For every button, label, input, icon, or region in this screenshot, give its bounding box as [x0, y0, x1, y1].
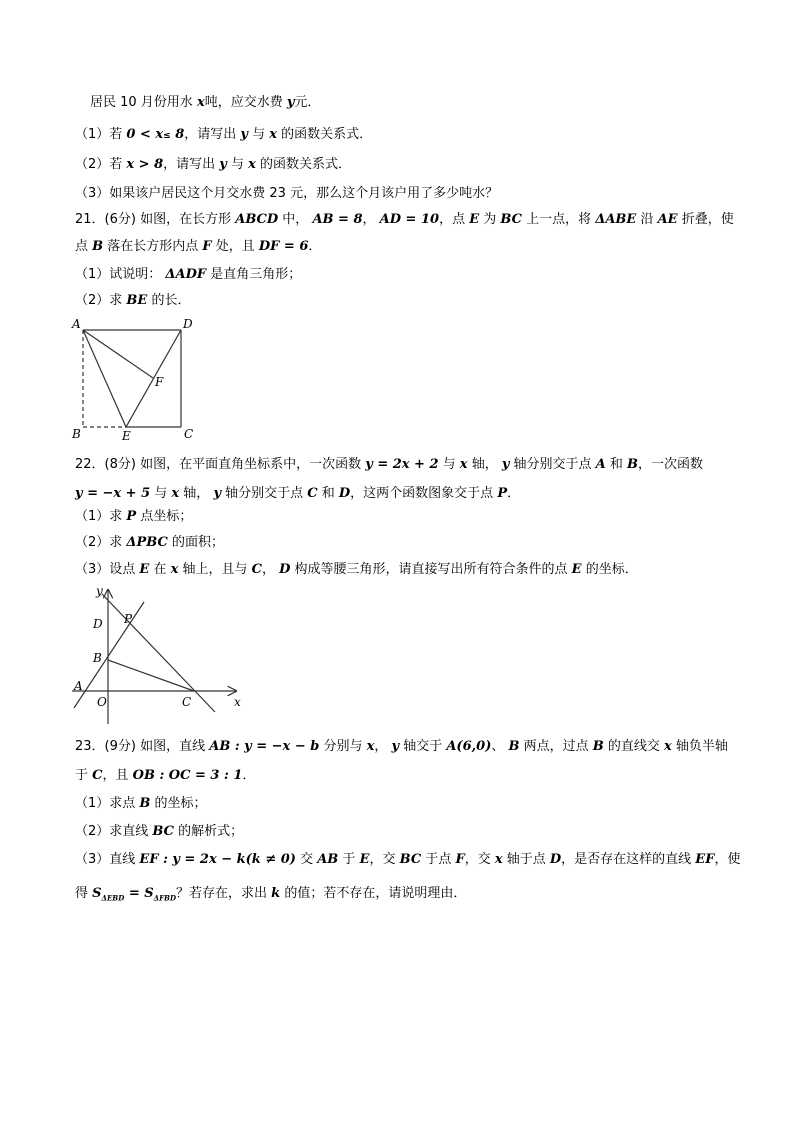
q22-part2: （2）求 ΔPBC 的面积；: [75, 535, 224, 550]
q20-part2: （2）若 x > 8，请写出 y 与 x 的函数关系式．: [75, 157, 352, 172]
q22-stem-line2: y = −x + 5 与 x 轴， y 轴分别交于点 C 和 D，这两个函数图象交于点 P．: [75, 486, 521, 501]
q23-part1: （1）求点 B 的坐标；: [75, 796, 207, 811]
label-C: C: [184, 427, 194, 441]
q22-stem-line1: 22．(8分) 如图，在平面直角坐标系中，一次函数 y = 2x + 2 与 x 轴， y 轴分别交于点 A 和 B，一次函数: [75, 457, 704, 472]
q21-rectangle-figure: [66, 314, 206, 442]
line-y-eq-neg-x-plus-5: [102, 594, 215, 712]
q21-stem-line1: 21．(6分) 如图，在长方形 ABCD 中， AB = 8， AD = 10，点 E 为 BC 上一点，将 ΔABE 沿 AE 折叠，使: [75, 212, 734, 227]
label-C: C: [182, 695, 192, 709]
q23-part3: （3）直线 EF : y = 2x − k(k ≠ 0) 交 AB 于 E，交 BC 于点 F，交 x 轴于点 D，是否存在这样的直线 EF，使: [75, 852, 741, 867]
label-E: E: [122, 429, 131, 442]
segment-BC: [108, 660, 194, 691]
q20-part3: （3）如果该户居民这个月交水费 23 元，那么这个月该户用了多少吨水？: [75, 186, 499, 201]
label-A: A: [72, 317, 81, 331]
q22-part3: （3）设点 E 在 x 轴上，且与 C， D 构成等腰三角形，请直接写出所有符合条件的点 E 的坐标．: [75, 562, 638, 577]
label-B: B: [72, 427, 81, 441]
q21-stem-line2: 点 B 落在长方形内点 F 处，且 DF = 6．: [75, 239, 322, 254]
label-F: F: [155, 375, 164, 389]
label-O: O: [97, 695, 107, 709]
q21-part1: （1）试说明： ΔADF 是直角三角形；: [75, 267, 302, 282]
label-y: y: [96, 584, 103, 598]
label-B: B: [93, 651, 102, 665]
label-P: P: [124, 612, 133, 626]
q23-part3-cont: 得 $S_{\Delta EBD} = S_{\Delta FBD}$？若存在，求出 k 的值；若不存在，请说明理由．: [75, 886, 467, 903]
q22-part1: （1）求 P 点坐标；: [75, 509, 193, 524]
q23-part2: （2）求直线 BC 的解析式；: [75, 824, 244, 839]
label-A: A: [74, 679, 83, 693]
q23-stem-line1: 23．(9分) 如图，直线 AB : y = −x − b 分别与 x， y 轴交于 A(6,0)、 B 两点，过点 B 的直线交 x 轴负半轴: [75, 739, 728, 754]
label-x: x: [234, 695, 241, 709]
label-D: D: [93, 617, 103, 631]
segment-EF-extended: [126, 330, 181, 427]
q23-stem-line2: 于 C，且 OB : OC = 3 : 1．: [75, 768, 256, 783]
q20-part1: （1）若 0 < x≤ 8，请写出 y 与 x 的函数关系式．: [75, 127, 373, 142]
label-D: D: [183, 317, 193, 331]
q21-part2: （2）求 BE 的长．: [75, 293, 191, 308]
line-y-eq-2x-plus-2: [74, 602, 144, 708]
q20-intro-line: 居民 10 月份用水 x吨，应交水费 y元．: [90, 95, 321, 110]
q22-coordinate-figure: [66, 584, 250, 728]
